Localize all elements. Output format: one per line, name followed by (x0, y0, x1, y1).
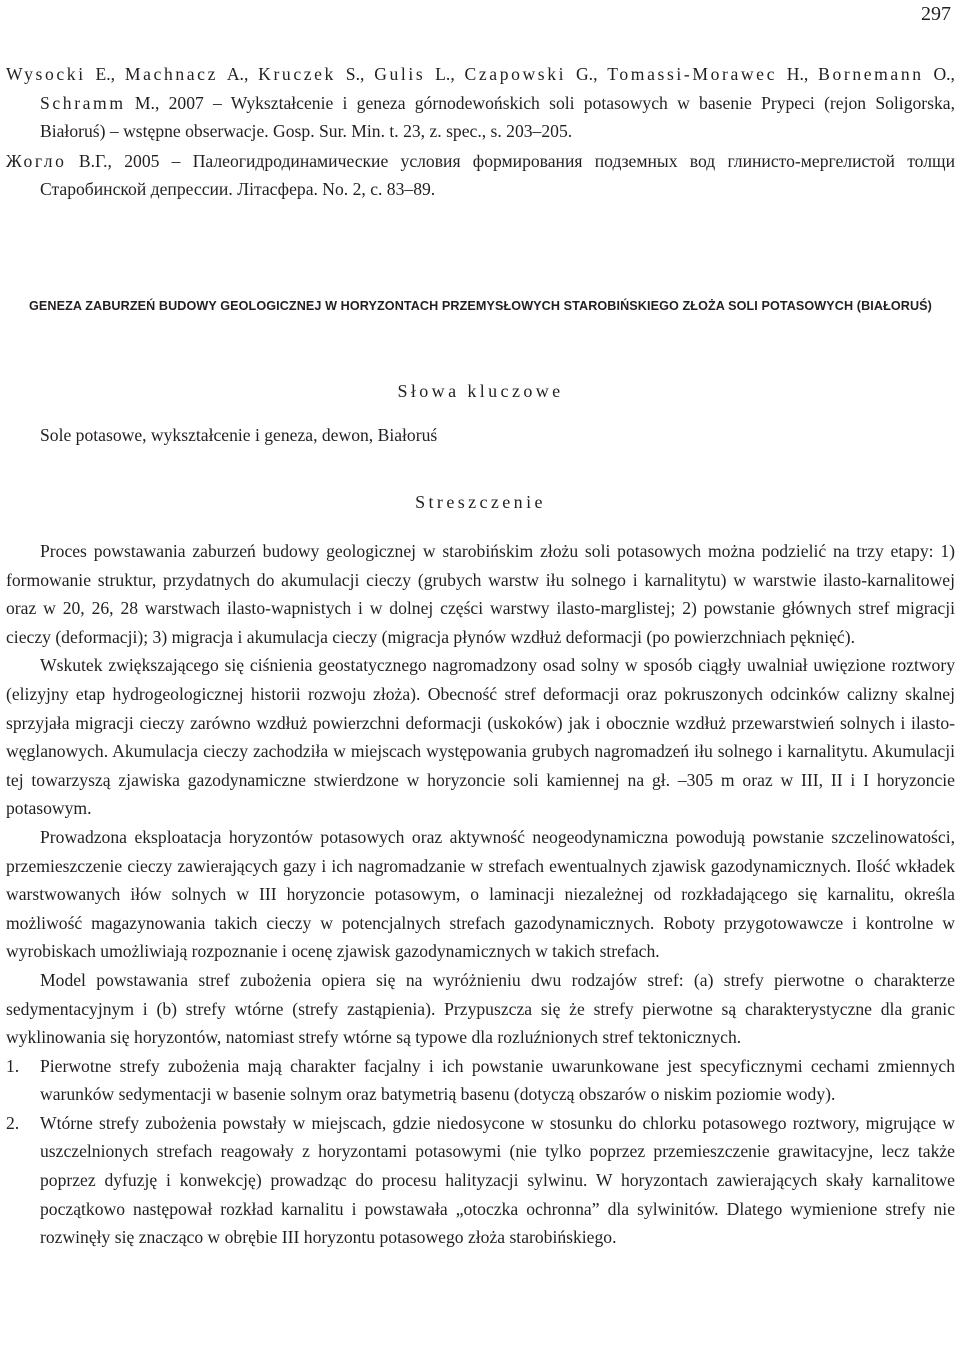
reference-text: M., 2007 – Wykształcenie i geneza górnodewońskich soli potasowych w basenie Prypeci (rejon Soligorska, Białoruś) – wstępne obserwacje. Gosp. Sur. Min. t. 23, z. spec., s. 203–205. (40, 92, 955, 142)
list-item-text: Wtórne strefy zubożenia powstały w miejscach, gdzie niedosycone w stosunku do chlorku potasowego roztwory, migrujące w uszczelnionych strefach reagowały z horyzontami potasowymi (nie tylko poprzez przemieszczenie grawitacyjne, lecz także poprzez dyfuzję i konwekcję) prowadząc do procesu halityzacji sylwinu. W horyzontach zawierających skały karnalitowe początkowo następował rozkład karnalitu i powstawała „otoczka ochronna” dla sylwinitów. Dlatego wymienione strefy nie rozwinęły się znacząco w obrębie III horyzontu potasowego złoża starobińskiego. (40, 1112, 955, 1248)
author-name: Schramm (40, 92, 126, 113)
abstract-paragraph: Wskutek zwiększającego się ciśnienia geostatycznego nagromadzony osad solny w sposób ciągły uwalniał uwięzione roztwory (elizyjny etap hydrogeologicznej historii rozwoju złoża). Obecność stref deformacji oraz pokruszonych odcinków calizny skalnej sprzyjała migracji cieczy zarówno wzdłuż powierzchni deformacji (uskoków) jak i obocznie wzdłuż przewarstwień solnych i ilasto-węglanowych. Akumulacja cieczy zachodziła w miejscach występowania grubych nagromadzeń iłu solnego i karnalitytu. Akumulacji tej towarzyszą zjawiska gazodynamiczne stwierdzone w horyzoncie soli kamiennej na gł. –305 m oraz w III, II i I horyzoncie potasowym. (6, 655, 955, 819)
reference-text: В.Г., 2005 – Палеогидродинамические условия формирования подземных вод глинисто-мергелистой толщи Старобинской депрессии. Літасфера. No. 2, c. 83–89. (40, 150, 955, 200)
abstract-paragraph: Prowadzona eksploatacja horyzontów potasowych oraz aktywność neogeodynamiczna powodują powstanie szczelinowatości, przemieszczenie cieczy zawierających gazy i ich nagromadzanie w strefach ewentualnych zjawisk gazodynamicznych. Ilość wkładek warstwowanych iłów solnych w III horyzoncie potasowym, o laminacji niezależnej od rozkładającego się karnalitu, określa możliwość magazynowania takich cieczy w potencjalnych strefach gazodynamicznych. Roboty przygotowawcze i kontrolne w wyrobiskach umożliwiają rozpoznanie i ocenę zjawisk gazodynamicznych w takich strefach. (6, 826, 955, 962)
author-name: Tomassi-Morawec (607, 64, 777, 84)
author-name: Wysocki (6, 64, 86, 84)
article-title: GENEZA ZABURZEŃ BUDOWY GEOLOGICZNEJ W HORYZONTACH PRZEMYSŁOWYCH STAROBIŃSKIEGO ZŁOŻA SOLI POTASOWYCH (BIAŁORUŚ) (29, 299, 932, 313)
reference-entry: Wysocki E., Machnacz A., Kruczek S., Gulis L., Czapowski G., Tomassi-Morawec H., Bornemann O., Schramm M., 2007 – Wykształcenie i geneza górnodewońskich soli potasowych w basenie Prypeci (rejon Soligorska, Białoruś) – wstępne obserwacje. Gosp. Sur. Min. t. 23, z. spec., s. 203–205. (6, 64, 955, 142)
list-item-number: 1. (6, 1055, 20, 1076)
abstract-paragraph: Model powstawania stref zubożenia opiera się na wyróżnieniu dwu rodzajów stref: (a) strefy pierwotne o charakterze sedymentacyjnym i (b) strefy wtórne (strefy zastąpienia). Przypuszcza się że strefy pierwotne są charakterystyczne dla granic wyklinowania się horyzontów, natomiast strefy wtórne są typowe dla rozluźnionych stref tektonicznych. (6, 969, 955, 1048)
list-item (6, 1052, 955, 1109)
numbered-list (6, 1052, 955, 1252)
list-item-text: Pierwotne strefy zubożenia mają charakter facjalny i ich powstanie uwarunkowane jest specyficznymi cechami zmiennych warunków sedymentacji w basenie solnym oraz batymetrią basenu (dotyczą obszarów o niskim poziomie wody). (40, 1055, 955, 1105)
list-item-number: 2. (6, 1112, 20, 1133)
author-name: Kruczek (258, 64, 336, 84)
page-number: 297 (921, 3, 951, 25)
reference-list (6, 60, 955, 205)
author-name: Жогло (6, 150, 67, 171)
author-name: Machnacz (124, 64, 218, 84)
keywords-heading: Słowa kluczowe (397, 381, 564, 401)
keywords-text: Sole potasowe, wykształcenie i geneza, dewon, Białoruś (40, 425, 438, 445)
list-item (6, 1109, 955, 1252)
reference-entry (6, 147, 955, 204)
abstract-body (6, 537, 955, 1252)
author-name: Gulis (374, 64, 426, 84)
author-name: Czapowski (464, 64, 567, 84)
abstract-heading: Streszczenie (415, 492, 546, 512)
abstract-paragraph: Proces powstawania zaburzeń budowy geologicznej w starobińskim złożu soli potasowych można podzielić na trzy etapy: 1) formowanie struktur, przydatnych do akumulacji cieczy (grubych warstw iłu solnego i karnalitytu) w warstwie ilasto-karnalitowej oraz w 20, 26, 28 warstwach ilasto-wapnistych i w dolnej części warstwy ilasto-marglistej; 2) powstanie głównych stref migracji cieczy (deformacji); 3) migracja i akumulacja cieczy (migracja płynów wzdłuż deformacji (po powierzchniach pęknięć). (6, 541, 955, 647)
author-name: Bornemann (818, 64, 924, 84)
